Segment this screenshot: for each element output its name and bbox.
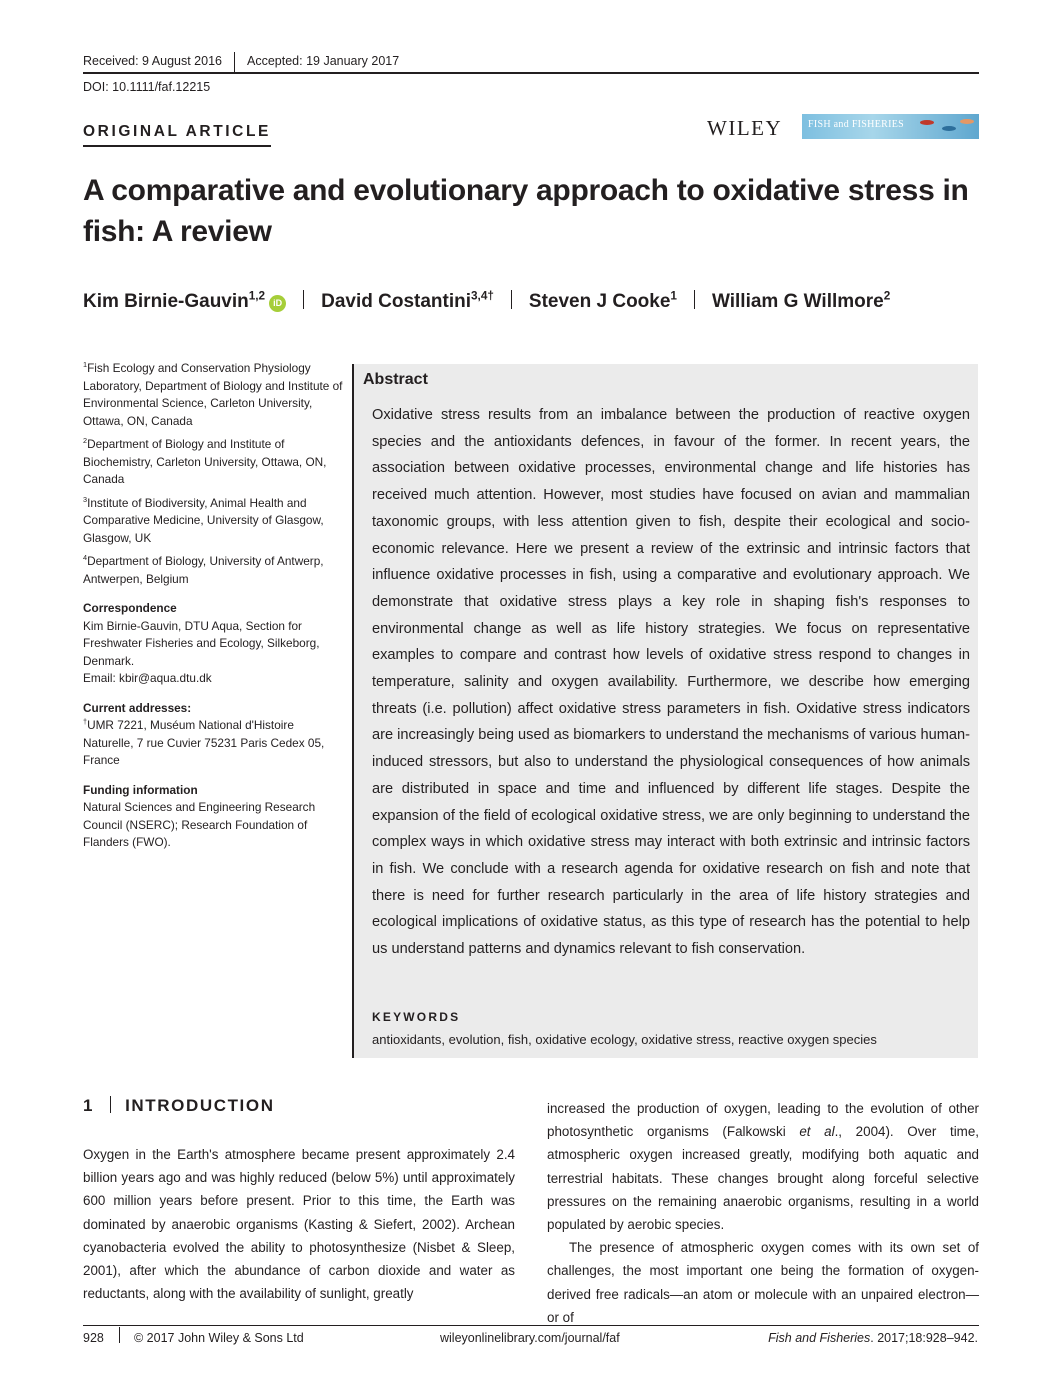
funding-text: Natural Sciences and Engineering Research Council (NSERC); Research Foundation of Flanders (FWO). — [83, 800, 316, 849]
author-divider — [303, 290, 304, 309]
correspondence-email[interactable]: Email: kbir@aqua.dtu.dk — [83, 671, 212, 685]
affiliation — [83, 360, 345, 430]
affiliation — [83, 495, 345, 548]
author-divider — [694, 290, 695, 309]
affiliation-sup: 3 — [83, 494, 88, 504]
author-divider — [511, 290, 512, 309]
article-dates — [83, 52, 399, 72]
journal-url[interactable]: wileyonlinelibrary.com/journal/faf — [440, 1331, 620, 1345]
abstract-text: Oxidative stress results from an imbalance between the production of reactive oxygen species and the antioxidants defences, in favour of the former. In recent years, the association between oxidative processes, environmental change and life histories has received much attention. However, most studies have focused on avian and mammalian taxonomic groups, with less attention given to fish, despite their ecological and socio-economic relevance. Here we present a review of the extrinsic and intrinsic factors that influence oxidative processes in fish, using a comparative and evolutionary approach. We demonstrate that oxidative stress plays a key role in shaping fish's responses to environmental change as well as life history strategies. We focus on representative examples to compare and contrast how levels of oxidative stress respond to changes in temperature, salinity and oxygen availability. Furthermore, we describe how emerging threats (i.e. pollution) affect oxidative stress parameters in fish. Oxidative stress indicators are increasingly being used as biomarkers to understand the mechanisms of various human-induced stressors, but also to understand the physiological consequences of how animals are distributed in space and time and influenced by different life stages. Despite the expansion of the field of ecological oxidative stress, we are only beginning to understand the complex ways in which oxidative stress may interact with both extrinsic and intrinsic factors in fish. We conclude with a research agenda for oxidative research on fish and note that there is need for further research particularly in the area of life history strategies and ecological implications of oxidative status, as this type of research has the potential to help us understand patterns and dynamics relevant to fish conservation. — [372, 407, 970, 958]
current-address — [83, 717, 345, 770]
header-divider — [234, 52, 235, 72]
author-affil-sup: 2 — [883, 289, 891, 303]
affiliation-text: Department of Biology and Institute of Biochemistry, Carleton University, Ottawa, ON, Canada — [83, 437, 327, 486]
header-rule — [83, 72, 979, 74]
article-title: A comparative and evolutionary approach to oxidative stress in fish: A review — [83, 174, 969, 248]
fish-icon — [960, 119, 974, 124]
citation-text: . 2017;18:928–942. — [870, 1331, 978, 1345]
keywords-heading: KEYWORDS — [372, 1010, 461, 1024]
abstract-heading: Abstract — [363, 371, 428, 388]
correspondence-text: Kim Birnie-Gauvin, DTU Aqua, Section for Freshwater Fisheries and Ecology, Silkeborg, Denmark. — [83, 618, 320, 668]
body-text-italic: et al — [799, 1124, 835, 1140]
body-column-right — [547, 1097, 979, 1329]
section-title: INTRODUCTION — [125, 1096, 275, 1115]
copyright: © 2017 John Wiley & Sons Ltd — [134, 1331, 304, 1345]
author-list — [83, 290, 890, 313]
article-type: ORIGINAL ARTICLE — [83, 123, 271, 147]
author-affil-sup: 1 — [670, 289, 677, 303]
section-divider — [110, 1096, 111, 1113]
current-address-text: UMR 7221, Muséum National d'Histoire Naturelle, 7 rue Cuvier 75231 Paris Cedex 05, France — [83, 718, 325, 767]
orcid-icon[interactable]: iD — [269, 295, 286, 312]
body-paragraph — [547, 1097, 979, 1236]
section-heading — [83, 1096, 275, 1116]
affiliation — [83, 436, 345, 489]
fish-icon — [942, 126, 956, 131]
footer-rule — [83, 1325, 979, 1326]
affiliation-text: Department of Biology, University of Antwerp, Antwerpen, Belgium — [83, 554, 324, 586]
received-date: Received: 9 August 2016 — [83, 54, 222, 69]
correspondence-heading: Correspondence — [83, 601, 177, 615]
affiliation-sup: 1 — [83, 360, 88, 370]
author-name[interactable]: Steven J Cooke — [528, 291, 671, 312]
affiliation-sup: 4 — [83, 553, 88, 563]
journal-logo — [802, 114, 979, 139]
author-name[interactable]: William G Willmore — [711, 291, 884, 312]
affiliation-sup: 2 — [83, 436, 88, 446]
body-text: increased the production of oxygen, leading to the evolution of other photosynthetic organisms (Falkowski — [547, 1101, 979, 1140]
article-info-column — [83, 360, 345, 858]
author-affil-sup: 1,2 — [248, 289, 266, 303]
section-number: 1 — [83, 1096, 95, 1115]
keywords-list: antioxidants, evolution, fish, oxidative ecology, oxidative stress, reactive oxygen species — [372, 1032, 877, 1047]
publisher-logo: WILEY — [707, 116, 783, 140]
journal-logo-text: FISH and FISHERIES — [808, 119, 904, 130]
doi[interactable]: DOI: 10.1111/faf.12215 — [83, 80, 211, 94]
citation — [768, 1331, 978, 1345]
abstract-rule — [352, 364, 354, 1058]
page-number: 928 — [83, 1331, 104, 1345]
journal-name: Fish and Fisheries — [768, 1331, 871, 1345]
current-address-sup: † — [83, 717, 88, 727]
footer-divider — [119, 1327, 120, 1343]
body-paragraph: The presence of atmospheric oxygen comes with its own set of challenges, the most important one being the formation of oxygen-derived free radicals—an atom or molecule with an unpaired electron—or of — [547, 1240, 979, 1325]
author-name[interactable]: Kim Birnie-Gauvin — [83, 291, 249, 312]
author-name[interactable]: David Costantini — [321, 291, 472, 312]
funding-heading: Funding information — [83, 782, 198, 797]
accepted-date: Accepted: 19 January 2017 — [247, 54, 400, 69]
affiliation-text: Institute of Biodiversity, Animal Health and Comparative Medicine, University of Glasgow, Glasgow, UK — [83, 495, 324, 545]
body-paragraph: Oxygen in the Earth's atmosphere became present approximately 2.4 billion years ago and was highly reduced (below 5%) until approximately 600 million years before present. Prior to this time, the Earth was dominated by anaerobic organisms (Kasting & Siefert, 2002). Archean cyanobacteria evolved the ability to photosynthesize (Nisbet & Sleep, 2001), after which the abundance of carbon dioxide and water as reductants, along with the availability of sunlight, greatly — [83, 1147, 515, 1302]
body-text: ., 2004). Over time, atmospheric oxygen increased greatly, modifying both aquatic and terrestrial habitats. These changes brought along forceful selective pressures on the remaining anaerobic organisms, resulting in a world populated by aerobic species. — [547, 1124, 979, 1233]
affiliation — [83, 553, 345, 588]
current-addresses-heading: Current addresses: — [83, 700, 192, 715]
affiliation-text: Fish Ecology and Conservation Physiology Laboratory, Department of Biology and Institute of Environmental Science, Carleton University, Ottawa, ON, Canada — [83, 361, 343, 428]
fish-icon — [920, 120, 934, 125]
author-affil-sup: 3,4† — [471, 289, 494, 303]
